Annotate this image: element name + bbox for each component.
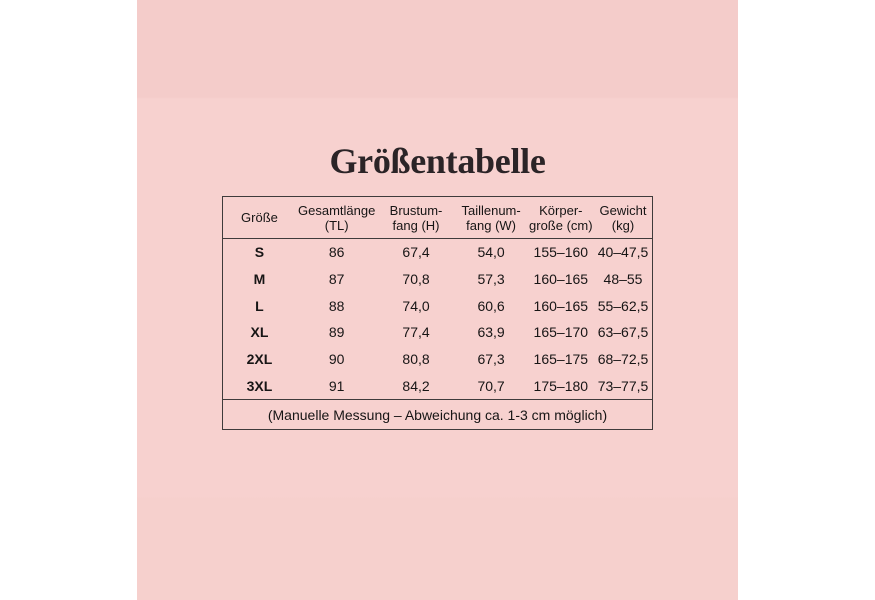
column-header-waist-line2: fang (W)	[466, 217, 517, 233]
column-header-size-line1: Größe	[241, 210, 278, 225]
value-cell-weight: 40–47,5	[597, 244, 649, 261]
value-cell-weight: 63–67,5	[597, 324, 649, 341]
value-cell-weight: 55–62,5	[597, 297, 649, 314]
value-cell-chest: 84,2	[402, 377, 430, 394]
column-header-chest-line1: Brustum-	[389, 202, 443, 218]
value-cell-chest: 70,8	[402, 271, 430, 287]
size-cell: XL	[250, 324, 269, 341]
value-cell-body-height: 175–180	[533, 377, 589, 394]
table-row-xl	[223, 319, 652, 346]
size-cell: S	[254, 244, 265, 261]
table-row-l	[223, 292, 652, 319]
column-header-chest-line2: fang (H)	[392, 217, 440, 233]
size-chart-panel	[137, 0, 738, 600]
column-header-waist-line1: Taillenum-	[461, 202, 521, 218]
value-cell-body-height: 165–175	[533, 351, 589, 368]
value-cell-total-length: 91	[328, 377, 345, 394]
column-header-body-height-line2: große (cm)	[529, 217, 593, 233]
size-cell: 2XL	[246, 351, 273, 368]
value-cell-total-length: 90	[328, 351, 345, 368]
column-header-size	[223, 210, 296, 225]
column-header-total-length-line2: (TL)	[324, 217, 349, 233]
table-row-s	[223, 239, 652, 266]
column-header-total-length-line1: Gesamtlänge	[298, 202, 376, 218]
table-row-2xl	[223, 346, 652, 373]
value-cell-chest: 67,4	[402, 244, 430, 261]
measurement-note: (Manuelle Messung – Abweichung ca. 1-3 cm möglich)	[267, 406, 608, 423]
column-header-total-length	[296, 203, 378, 233]
page-title: Größentabelle	[329, 141, 546, 181]
value-cell-waist: 60,6	[477, 297, 505, 314]
size-table	[222, 196, 653, 430]
column-header-body-height	[528, 203, 594, 233]
value-cell-waist: 63,9	[477, 324, 505, 341]
value-cell-body-height: 165–170	[533, 324, 589, 341]
measurement-note-row	[223, 399, 652, 429]
value-cell-total-length: 88	[328, 297, 345, 314]
value-cell-waist: 57,3	[477, 271, 505, 287]
table-row-3xl	[223, 372, 652, 399]
column-header-weight-line1: Gewicht	[599, 202, 647, 218]
column-header-chest	[377, 203, 454, 233]
value-cell-total-length: 87	[328, 271, 345, 287]
size-cell: 3XL	[246, 377, 273, 394]
table-row-m	[223, 266, 652, 293]
value-cell-waist: 54,0	[477, 244, 505, 261]
column-header-weight-line2: (kg)	[611, 217, 635, 233]
table-header-row	[223, 197, 652, 239]
value-cell-waist: 67,3	[477, 351, 505, 368]
value-cell-body-height: 155–160	[533, 244, 589, 261]
value-cell-total-length: 86	[328, 244, 345, 261]
value-cell-weight: 73–77,5	[597, 377, 649, 394]
column-header-body-height-line1: Körper-	[539, 202, 583, 218]
value-cell-weight: 68–72,5	[597, 351, 649, 368]
value-cell-waist: 70,7	[477, 377, 505, 394]
column-header-waist	[455, 203, 528, 233]
value-cell-chest: 77,4	[402, 324, 430, 341]
column-header-weight	[594, 203, 652, 233]
value-cell-body-height: 160–165	[533, 297, 589, 314]
value-cell-weight: 48–55	[603, 271, 643, 287]
value-cell-chest: 80,8	[402, 351, 430, 368]
value-cell-chest: 74,0	[402, 297, 430, 314]
size-cell: M	[253, 271, 266, 287]
value-cell-body-height: 160–165	[533, 271, 589, 287]
value-cell-total-length: 89	[328, 324, 345, 341]
size-cell: L	[255, 297, 264, 314]
